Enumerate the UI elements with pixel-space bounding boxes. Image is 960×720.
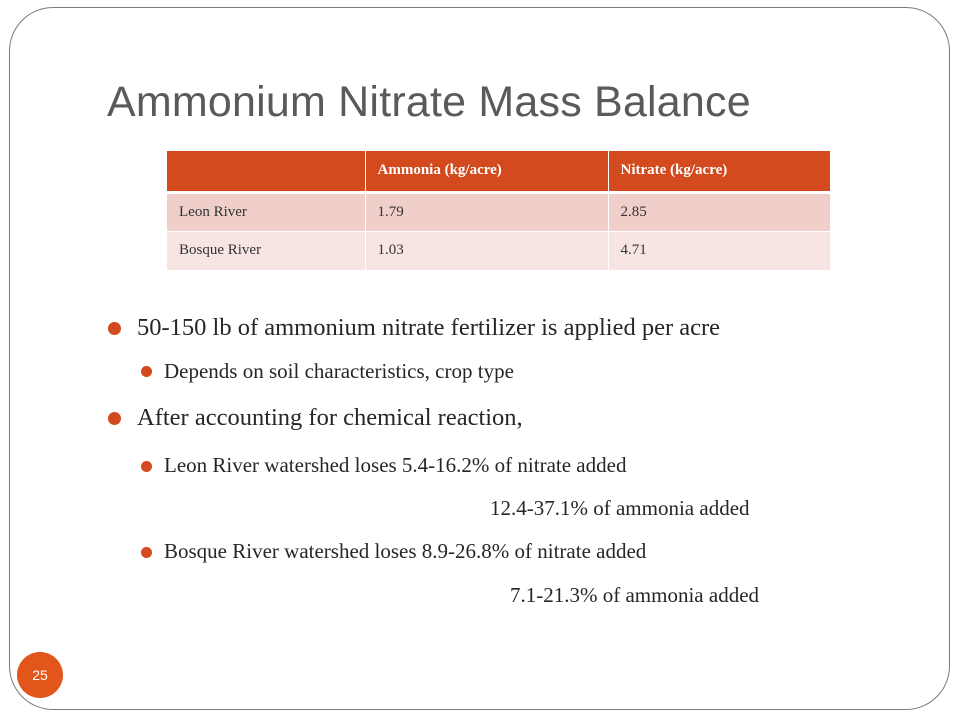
table-header-row <box>167 151 830 192</box>
table-cell: Bosque River <box>167 231 365 270</box>
table-row <box>167 231 830 270</box>
table-header-cell: Nitrate (kg/acre) <box>608 151 830 192</box>
bullet-item: After accounting for chemical reaction, <box>137 404 523 431</box>
table-cell: Leon River <box>167 192 365 231</box>
bullet-continuation: 7.1-21.3% of ammonia added <box>510 583 760 607</box>
table-header-cell: Ammonia (kg/acre) <box>365 151 608 192</box>
bullet-subitem: Leon River watershed loses 5.4-16.2% of nitrate added <box>164 453 627 477</box>
table-cell: 1.79 <box>365 192 608 231</box>
page-number-badge: 25 <box>17 652 63 698</box>
table-cell: 2.85 <box>608 192 830 231</box>
bullet-subitem: Depends on soil characteristics, crop type <box>164 359 514 383</box>
data-table <box>167 151 830 271</box>
bullet-subitem: Bosque River watershed loses 8.9-26.8% of nitrate added <box>164 539 647 563</box>
table-row <box>167 192 830 231</box>
bullet-item: 50-150 lb of ammonium nitrate fertilizer is applied per acre <box>137 314 721 341</box>
bullet-continuation: 12.4-37.1% of ammonia added <box>490 496 750 520</box>
slide-title: Ammonium Nitrate Mass Balance <box>107 78 751 126</box>
table-cell: 1.03 <box>365 231 608 270</box>
table-header-cell <box>167 151 365 192</box>
table-cell: 4.71 <box>608 231 830 270</box>
